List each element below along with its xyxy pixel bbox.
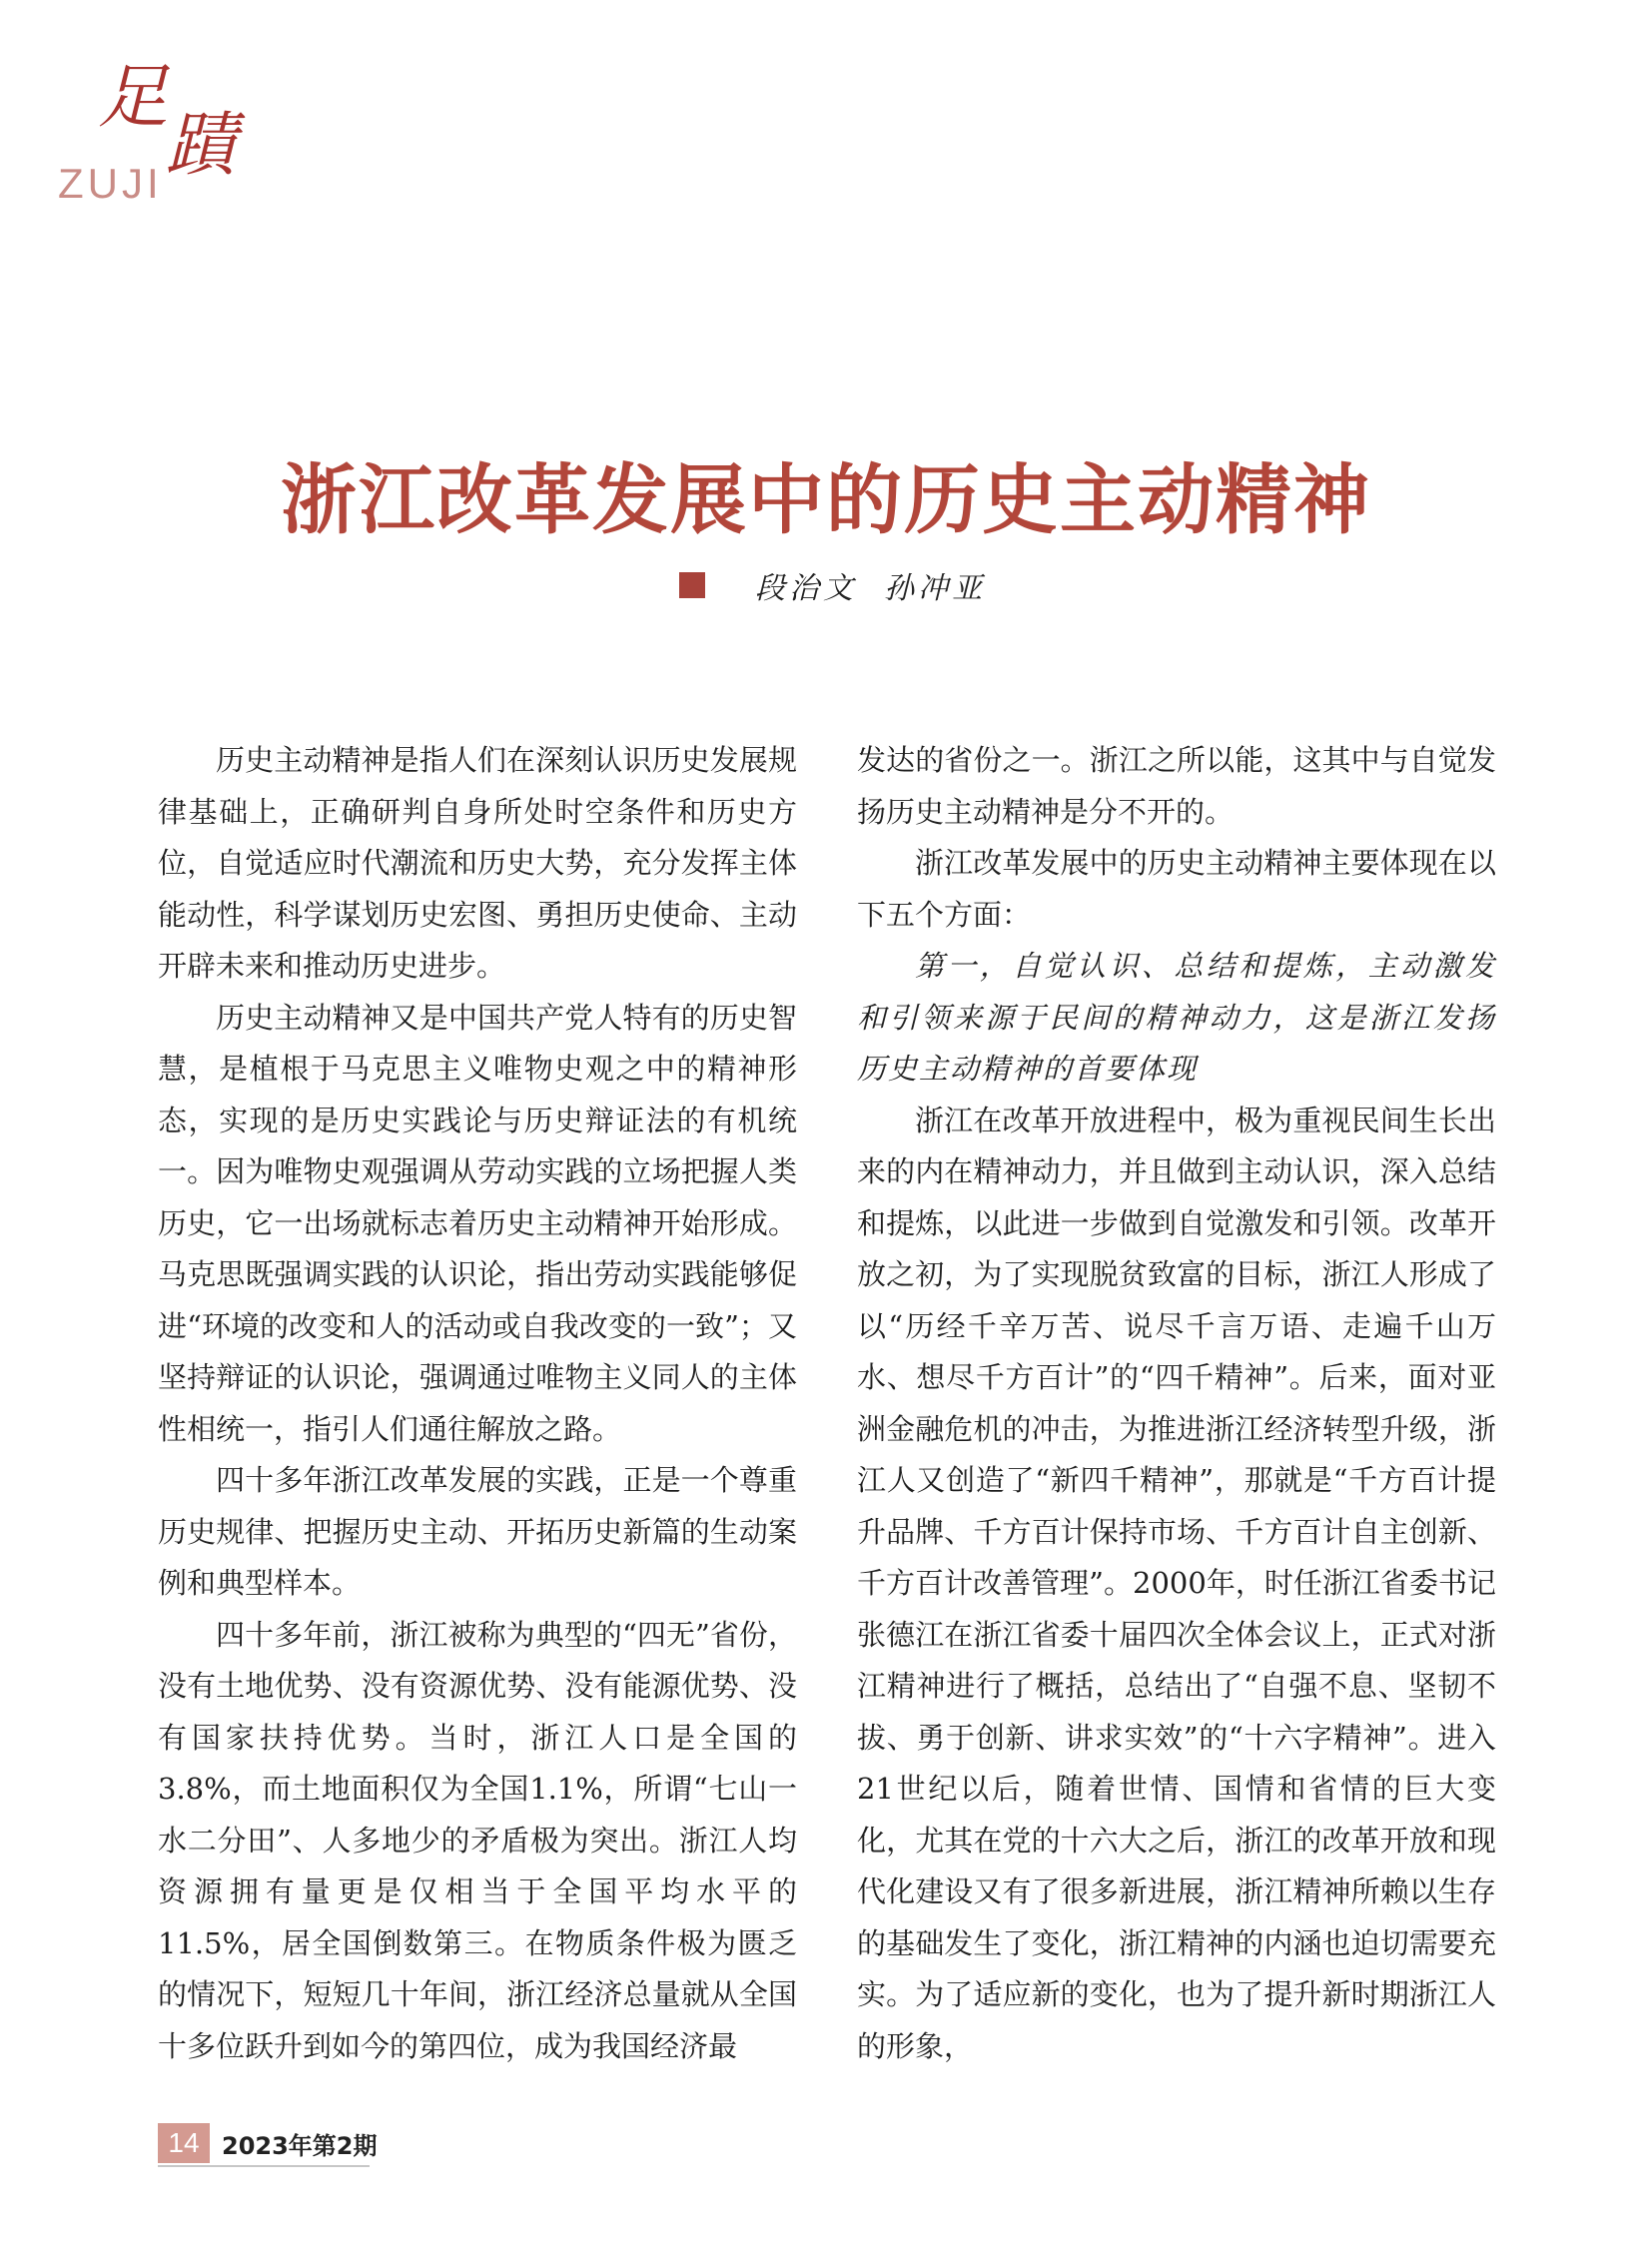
page-number: 14 <box>158 2123 210 2163</box>
logo-char-zu: 足 <box>98 56 168 138</box>
right-column <box>857 735 1496 2072</box>
page-footer <box>158 2121 378 2165</box>
issue-label: 2023年第2期 <box>222 2131 378 2160</box>
magazine-logo <box>58 56 258 207</box>
paragraph: 四十多年浙江改革发展的实践，正是一个尊重历史规律、把握历史主动、开拓历史新篇的生动案例和典型样本。 <box>158 1463 797 1600</box>
section-heading: 第一，自觉认识、总结和提炼，主动激发和引领来源于民间的精神动力，这是浙江发扬历史主动精神的首要体现 <box>857 949 1496 1086</box>
paragraph: 浙江在改革开放进程中，极为重视民间生长出来的内在精神动力，并且做到主动认识，深入总结和提炼，以此进一步做到自觉激发和引领。改革开放之初，为了实现脱贫致富的目标，浙江人形成了以“历经千辛万苦、说尽千言万语、走遍千山万水、想尽千方百计”的“四千精神”。后来，面对亚洲金融危机的冲击，为推进浙江经济转型升级，浙江人又创造了“新四千精神”，那就是“千方百计提升品牌、千方百计保持市场、千方百计自主创新、千方百计改善管理”。2000年，时任浙江省委书记张德江在浙江省委十届四次全体会议上，正式对浙江精神进行了概括，总结出了“自强不息、坚韧不拔、勇于创新、讲求实效”的“十六字精神”。进入21世纪以后，随着世情、国情和省情的巨大变化，尤其在党的十六大之后，浙江的改革开放和现代化建设又有了很多新进展，浙江精神所赖以生存的基础发生了变化，浙江精神的内涵也迫切需要充实。为了适应新的变化，也为了提升新时期浙江人的形象， <box>857 1103 1496 2063</box>
authors: 段治文 孙冲亚 <box>755 571 987 606</box>
logo-roman: ZUJI <box>58 160 163 207</box>
logo-char-ji: 蹟 <box>166 104 236 186</box>
left-column <box>158 735 797 2072</box>
paragraph: 浙江改革发展中的历史主动精神主要体现在以下五个方面： <box>857 846 1496 932</box>
footer-divider <box>158 2165 370 2167</box>
byline <box>679 565 986 605</box>
paragraph: 历史主动精神又是中国共产党人特有的历史智慧，是植根于马克思主义唯物史观之中的精神形态，实现的是历史实践论与历史辩证法的有机统一。因为唯物史观强调从劳动实践的立场把握人类历史，它一出场就标志着历史主动精神开始形成。马克思既强调实践的认识论，指出劳动实践能够促进“环境的改变和人的活动或自我改变的一致”；又坚持辩证的认识论，强调通过唯物主义同人的主体性相统一，指引人们通往解放之路。 <box>158 1000 797 1446</box>
article-title: 浙江改革发展中的历史主动精神 <box>281 455 1371 544</box>
paragraph: 四十多年前，浙江被称为典型的“四无”省份，没有土地优势、没有资源优势、没有能源优势、没有国家扶持优势。当时，浙江人口是全国的3.8%，而土地面积仅为全国1.1%，所谓“七山一水二分田”、人多地少的矛盾极为突出。浙江人均资源拥有量更是仅相当于全国平均水平的11.5%，居全国倒数第三。在物质条件极为匮乏的情况下，短短几十年间，浙江经济总量就从全国十多位跃升到如今的第四位，成为我国经济最 <box>158 1617 797 2063</box>
byline-square-icon <box>679 572 705 598</box>
paragraph-continuation: 发达的省份之一。浙江之所以能，这其中与自觉发扬历史主动精神是分不开的。 <box>857 743 1496 829</box>
paragraph: 历史主动精神是指人们在深刻认识历史发展规律基础上，正确研判自身所处时空条件和历史方位，自觉适应时代潮流和历史大势，充分发挥主体能动性，科学谋划历史宏图、勇担历史使命、主动开辟未来和推动历史进步。 <box>158 743 797 983</box>
